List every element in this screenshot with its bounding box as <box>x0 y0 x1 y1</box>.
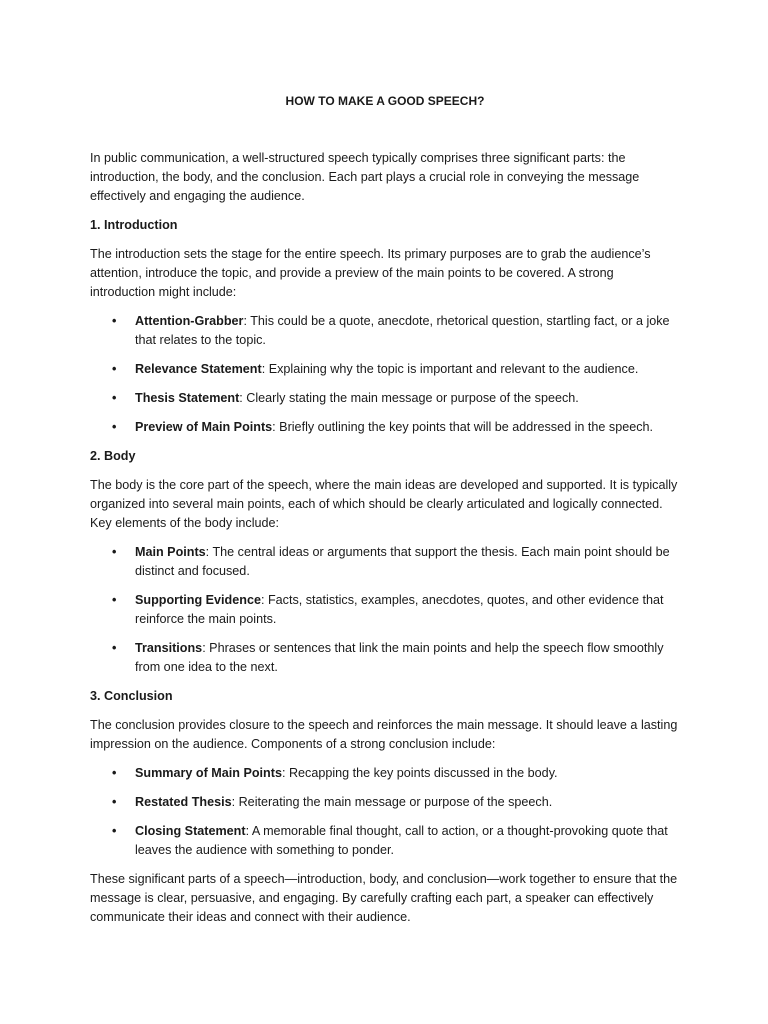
section-heading-introduction: 1. Introduction <box>90 218 178 232</box>
list-item-term: Preview of Main Points <box>135 420 273 434</box>
bullet-icon: • <box>112 314 117 328</box>
bullet-icon: • <box>112 766 117 780</box>
list-item <box>90 312 680 350</box>
list-item-description: : Phrases or sentences that link the main points and help the speech flow smoothly from one idea to the next. <box>135 641 664 674</box>
closing-paragraph: These significant parts of a speech—introduction, body, and conclusion—work together to ensure that the message is clear, persuasive, and engaging. By carefully crafting each part, a speaker can effectively communicate their ideas and connect with their audience. <box>90 872 678 924</box>
list-item <box>90 360 680 379</box>
list-item-description: : Clearly stating the main message or purpose of the speech. <box>239 391 579 405</box>
section-heading-conclusion: 3. Conclusion <box>90 689 173 703</box>
bullet-icon: • <box>112 824 117 838</box>
bullet-icon: • <box>112 641 117 655</box>
list-item-term: Summary of Main Points <box>135 766 282 780</box>
section-heading-body: 2. Body <box>90 449 136 463</box>
bullet-icon: • <box>112 593 117 607</box>
list-item <box>90 591 680 629</box>
list-item-description: : Briefly outlining the key points that will be addressed in the speech. <box>272 420 654 434</box>
bullet-icon: • <box>112 420 117 434</box>
list-item-term: Closing Statement <box>135 824 246 838</box>
list-item-term: Transitions <box>135 641 203 655</box>
document-body <box>90 92 680 937</box>
section-paragraph-body: The body is the core part of the speech, where the main ideas are developed and supported. It is typically organized into several main points, each of which should be clearly articulated and logically connected. Key elements of the body include: <box>90 478 678 530</box>
list-item <box>90 639 680 677</box>
list-item <box>90 793 680 812</box>
bullet-icon: • <box>112 391 117 405</box>
bullet-icon: • <box>112 795 117 809</box>
introduction-list <box>90 312 680 437</box>
list-item-description: : Facts, statistics, examples, anecdotes, quotes, and other evidence that reinforce the main points. <box>135 593 664 626</box>
bullet-icon: • <box>112 545 117 559</box>
list-item-term: Restated Thesis <box>135 795 232 809</box>
list-item-term: Supporting Evidence <box>135 593 261 607</box>
section-paragraph-introduction: The introduction sets the stage for the entire speech. Its primary purposes are to grab the audience’s attention, introduce the topic, and provide a preview of the main points to be covered. A strong introduction might include: <box>90 247 651 299</box>
section-paragraph-conclusion: The conclusion provides closure to the speech and reinforces the main message. It should leave a lasting impression on the audience. Components of a strong conclusion include: <box>90 718 678 751</box>
list-item <box>90 389 680 408</box>
list-item-description: : A memorable final thought, call to action, or a thought-provoking quote that leaves the audience with something to ponder. <box>135 824 668 857</box>
list-item <box>90 764 680 783</box>
list-item-term: Attention-Grabber <box>135 314 244 328</box>
document-title: HOW TO MAKE A GOOD SPEECH? <box>285 94 485 108</box>
list-item-term: Relevance Statement <box>135 362 262 376</box>
list-item <box>90 418 680 437</box>
list-item-term: Thesis Statement <box>135 391 240 405</box>
list-item-term: Main Points <box>135 545 206 559</box>
list-item-description: : This could be a quote, anecdote, rhetorical question, startling fact, or a joke that relates to the topic. <box>135 314 670 347</box>
intro-paragraph: In public communication, a well-structured speech typically comprises three significant parts: the introduction, the body, and the conclusion. Each part plays a crucial role in conveying the message effectively and engaging the audience. <box>90 151 640 203</box>
list-item-description: : Reiterating the main message or purpose of the speech. <box>231 795 553 809</box>
list-item-description: : Explaining why the topic is important and relevant to the audience. <box>261 362 639 376</box>
list-item-description: : Recapping the key points discussed in the body. <box>281 766 558 780</box>
list-item <box>90 822 680 860</box>
conclusion-list <box>90 764 680 860</box>
bullet-icon: • <box>112 362 117 376</box>
body-list <box>90 543 680 677</box>
list-item-description: : The central ideas or arguments that support the thesis. Each main point should be distinct and focused. <box>135 545 670 578</box>
list-item <box>90 543 680 581</box>
